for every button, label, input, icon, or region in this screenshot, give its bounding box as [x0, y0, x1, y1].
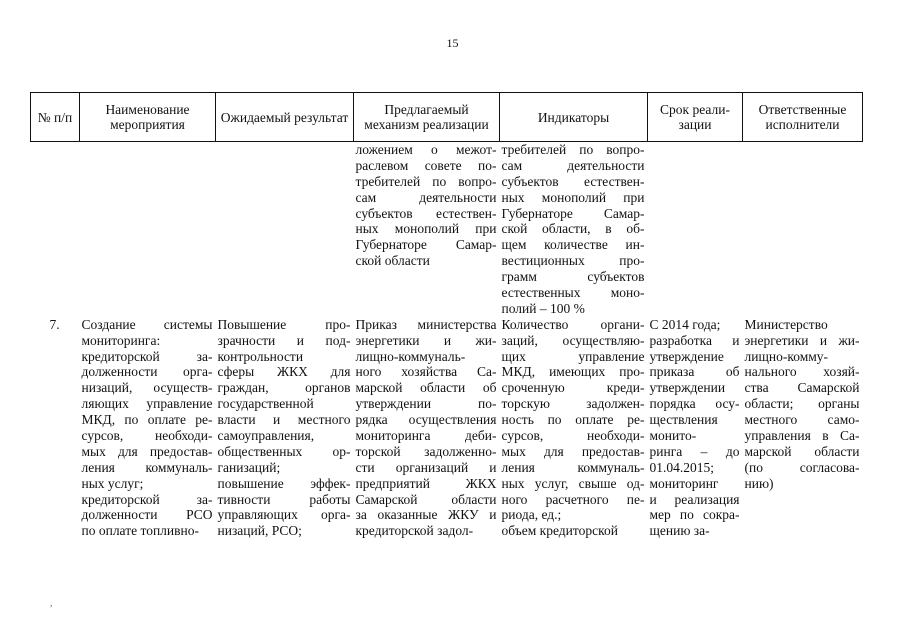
text-line: лищно-коммуналь- — [355, 348, 466, 364]
text-line: нию) — [744, 475, 774, 491]
scan-mark: , — [50, 598, 53, 608]
row7-result-lines — [216, 317, 354, 539]
text-line: марской области об — [355, 380, 497, 396]
text-line: ных услуг, свыше од- — [501, 475, 645, 491]
cont-indicators-lines — [500, 142, 648, 317]
text-line: контрольности — [217, 348, 304, 364]
text-line: тивности работы — [217, 491, 351, 507]
text-line: Количество органи- — [501, 316, 645, 332]
text-line: рядка осуществления — [355, 412, 497, 428]
header-mechanism: Предлагаемый механизм реализации — [354, 93, 500, 142]
text-line: власти и местного — [217, 412, 351, 428]
text-line: ных монополий при — [501, 189, 645, 205]
text-line: (по согласова- — [744, 459, 860, 475]
text-line: Приказ министерства — [355, 316, 497, 332]
text-line: ганизаций; — [217, 459, 281, 475]
row7-mechanism-lines — [354, 317, 500, 539]
text-line: местного само- — [744, 412, 860, 428]
text-line: монито- — [649, 428, 697, 444]
row7-term-lines — [648, 317, 743, 539]
text-line: кредиторской задол- — [355, 523, 474, 539]
text-line: заций, осуществляю- — [501, 332, 645, 348]
text-line: ства Самарской — [744, 380, 860, 396]
text-line: марской области — [744, 443, 860, 459]
text-line: объем кредиторской — [501, 523, 618, 539]
cont-term — [648, 142, 743, 317]
text-line: вестиционных про- — [501, 253, 645, 269]
row7-name — [80, 317, 216, 539]
text-line: государственной — [217, 396, 314, 412]
text-line: требителей по вопро- — [355, 173, 497, 189]
text-line: Самарской области — [355, 491, 497, 507]
text-line: ской области, в об- — [501, 221, 645, 237]
text-line: управляющих орга- — [217, 507, 351, 523]
text-line: Министерство — [744, 316, 828, 332]
text-line: энергетики и жи- — [355, 332, 497, 348]
measures-table — [30, 92, 863, 539]
cont-mechanism — [354, 142, 500, 317]
text-line: требителей по вопро- — [501, 142, 645, 157]
text-line: Губернаторе Самар- — [501, 205, 645, 221]
text-line: раслевом совете по- — [355, 157, 497, 173]
text-line: низаций, осуществ- — [81, 380, 213, 396]
text-line: ных услуг; — [81, 475, 144, 491]
row-number: 7. — [49, 316, 60, 332]
text-line: сти организаций и — [355, 459, 497, 475]
text-line: порядка осу- — [649, 396, 740, 412]
text-line: мониторинга деби- — [355, 428, 497, 444]
text-line: утверждение — [649, 348, 724, 364]
text-line: естественных моно- — [501, 285, 645, 301]
row7-responsible-lines — [743, 317, 863, 492]
text-line: Губернаторе Самар- — [355, 237, 497, 253]
text-line: утверждении по- — [355, 396, 497, 412]
text-line: 01.04.2015; — [649, 459, 715, 475]
header-name: Наименование мероприятия — [80, 93, 216, 142]
text-line: сроченную креди- — [501, 380, 645, 396]
continuation-row — [31, 142, 863, 317]
text-line: граждан, органов — [217, 380, 351, 396]
text-line: ления коммуналь- — [501, 459, 645, 475]
text-line: энергетики и жи- — [744, 332, 860, 348]
text-line: лищно-комму- — [744, 348, 829, 364]
row7-indicators-lines — [500, 317, 648, 539]
row7-mechanism — [354, 317, 500, 539]
text-line: торской задолженно- — [355, 443, 497, 459]
text-line: субъектов естествен- — [501, 173, 645, 189]
text-line: щих управление — [501, 348, 645, 364]
text-line: ного хозяйства Са- — [355, 364, 497, 380]
text-line: МКД, по оплате ре- — [81, 412, 213, 428]
text-line: общественных ор- — [217, 443, 351, 459]
text-line: ного расчетного пе- — [501, 491, 645, 507]
text-line: торскую задолжен- — [501, 396, 645, 412]
page-number: 15 — [446, 36, 459, 50]
text-line: ных монополий при — [355, 221, 497, 237]
text-line: С 2014 года; — [649, 316, 721, 332]
text-line: сферы ЖКХ для — [217, 364, 351, 380]
text-line: грамм субъектов — [501, 269, 645, 285]
text-line: мых для предостав- — [501, 443, 645, 459]
text-line: ления коммуналь- — [81, 459, 213, 475]
header-result: Ожидаемый результат — [216, 93, 354, 142]
text-line: приказа об — [649, 364, 740, 380]
text-line: мых для предостав- — [81, 443, 213, 459]
cont-result — [216, 142, 354, 317]
text-line: ринга – до — [649, 443, 740, 459]
text-line: мер по сокра- — [649, 507, 740, 523]
row7-name-lines — [80, 317, 216, 539]
text-line: сурсов, необходи- — [81, 428, 213, 444]
text-line: за оказанные ЖКУ и — [355, 507, 497, 523]
text-line: кредиторской за- — [81, 348, 213, 364]
header-responsible: Ответственные исполнители — [743, 93, 863, 142]
table-header-row — [31, 93, 863, 142]
text-line: ность по оплате ре- — [501, 412, 645, 428]
text-line: низаций, РСО; — [217, 523, 302, 539]
text-line: Повышение про- — [217, 316, 351, 332]
row7-responsible — [743, 317, 863, 539]
text-line: ской области — [355, 253, 430, 269]
text-line: мониторинга: — [81, 332, 161, 348]
text-line: МКД, имеющих про- — [501, 364, 645, 380]
text-line: полий – 100 % — [501, 300, 585, 316]
text-line: предприятий ЖКХ — [355, 475, 497, 491]
text-line: повышение эффек- — [217, 475, 351, 491]
text-line: долженности РСО — [81, 507, 213, 523]
text-line: мониторинг — [649, 475, 719, 491]
cont-num — [31, 142, 80, 317]
header-num: № п/п — [31, 93, 80, 142]
text-line: ложением о межот- — [355, 142, 497, 157]
row7-num — [31, 317, 80, 539]
text-line: сам деятельности — [355, 189, 497, 205]
text-line: субъектов естествен- — [355, 205, 497, 221]
text-line: сурсов, необходи- — [501, 428, 645, 444]
row7-indicators — [500, 317, 648, 539]
text-line: ляющих управление — [81, 396, 213, 412]
cont-name — [80, 142, 216, 317]
text-line: риода, ед.; — [501, 507, 562, 523]
text-line: и реализация — [649, 491, 740, 507]
text-line: щению за- — [649, 523, 710, 539]
text-line: области; органы — [744, 396, 860, 412]
text-line: по оплате топливно- — [81, 523, 199, 539]
cont-responsible — [743, 142, 863, 317]
text-line: ществления — [649, 412, 718, 428]
text-line: Создание системы — [81, 316, 213, 332]
cont-mechanism-lines — [354, 142, 500, 269]
text-line: щем количестве ин- — [501, 237, 645, 253]
cont-indicators — [500, 142, 648, 317]
table-row-7 — [31, 317, 863, 539]
text-line: нального хозяй- — [744, 364, 860, 380]
text-line: разработка и — [649, 332, 740, 348]
header-indicators: Индикаторы — [500, 93, 648, 142]
text-line: зрачности и под- — [217, 332, 351, 348]
row7-term — [648, 317, 743, 539]
row7-result — [216, 317, 354, 539]
text-line: управления в Са- — [744, 428, 860, 444]
text-line: сам деятельности — [501, 157, 645, 173]
text-line: утверждении — [649, 380, 726, 396]
text-line: самоуправления, — [217, 428, 315, 444]
text-line: кредиторской за- — [81, 491, 213, 507]
text-line: долженности орга- — [81, 364, 213, 380]
header-term: Срок реали-зации — [648, 93, 743, 142]
